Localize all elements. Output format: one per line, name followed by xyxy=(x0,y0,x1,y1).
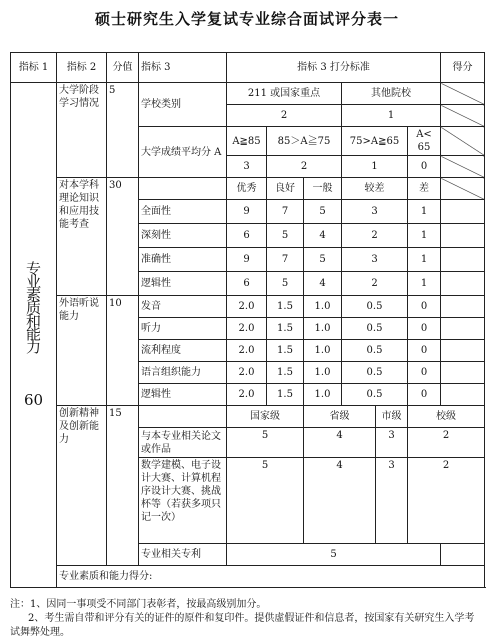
total-row xyxy=(11,566,485,588)
sec3-row-value: 0.5 xyxy=(342,296,408,318)
header-col1: 指标 1 xyxy=(11,53,57,83)
gpa-opt: A< 65 xyxy=(408,127,441,156)
sec2-level: 良好 xyxy=(267,178,304,200)
score-cell-disabled xyxy=(441,156,485,178)
sec1-label: 大学阶段学习情况 xyxy=(57,83,107,178)
blank-cell xyxy=(139,406,227,428)
sec4-level: 校级 xyxy=(408,406,485,428)
sec3-row-value: 0 xyxy=(408,384,441,406)
sec4-row-value: 5 xyxy=(227,428,304,458)
sec3-row-name: 语言组织能力 xyxy=(139,362,227,384)
score-cell xyxy=(441,224,485,248)
sec3-row-value: 1.0 xyxy=(304,296,342,318)
gpa-opt: 85＞A≧75 xyxy=(267,127,342,156)
sec2-row-value: 1 xyxy=(408,248,441,272)
sec4-row-value: 2 xyxy=(408,458,485,544)
sec2-row-value: 1 xyxy=(408,272,441,296)
sec4-row-name: 数学建模、电子设计大赛、计算机程序设计大赛、挑战杯等（若获多项只记一次） xyxy=(139,458,227,544)
sec3-row-name: 听力 xyxy=(139,318,227,340)
sec2-row-name: 逻辑性 xyxy=(139,272,227,296)
sec2-row-value: 9 xyxy=(227,248,267,272)
sec2-row-value: 1 xyxy=(408,200,441,224)
sec3-row-value: 0 xyxy=(408,296,441,318)
sec2-row-value: 1 xyxy=(408,224,441,248)
sec3-row-value: 1.5 xyxy=(267,296,304,318)
school-score: 2 xyxy=(227,105,342,127)
sec2-row-value: 9 xyxy=(227,200,267,224)
sec4-level: 省级 xyxy=(304,406,376,428)
header-col4: 指标 3 xyxy=(139,53,227,83)
sec2-level: 优秀 xyxy=(227,178,267,200)
gpa-score: 3 xyxy=(227,156,267,178)
sec3-row-value: 2.0 xyxy=(227,318,267,340)
sec2-row-value: 6 xyxy=(227,272,267,296)
score-cell-disabled xyxy=(441,127,485,156)
score-cell xyxy=(441,296,485,318)
gpa-score: 0 xyxy=(408,156,441,178)
header-col5: 指标 3 打分标准 xyxy=(227,53,441,83)
sec3-points: 10 xyxy=(107,296,139,406)
sec4-level: 国家级 xyxy=(227,406,304,428)
sec4-level: 市级 xyxy=(376,406,408,428)
category-char: 力 xyxy=(25,338,41,356)
sec2-level: 较差 xyxy=(342,178,408,200)
total-label: 专业素质和能力得分: xyxy=(57,566,485,588)
category-cell xyxy=(11,83,57,588)
school-score: 1 xyxy=(342,105,441,127)
sec4-row-value: 4 xyxy=(304,458,376,544)
school-opt: 其他院校 xyxy=(342,83,441,105)
header-col6: 得分 xyxy=(441,53,485,83)
sec3-row-name: 逻辑性 xyxy=(139,384,227,406)
sec2-points: 30 xyxy=(107,178,139,296)
sec3-row-value: 0.5 xyxy=(342,318,408,340)
gpa-score: 2 xyxy=(267,156,342,178)
sec4-row-value: 4 xyxy=(304,428,376,458)
sec2-row-value: 4 xyxy=(304,272,342,296)
sec3-row-value: 0.5 xyxy=(342,384,408,406)
sec4-row-value: 5 xyxy=(227,458,304,544)
sec3-row-value: 1.0 xyxy=(304,362,342,384)
patent-value: 5 xyxy=(227,544,441,566)
sec2-level: 一般 xyxy=(304,178,342,200)
sec3-row-value: 1.0 xyxy=(304,340,342,362)
category-char: 和 xyxy=(25,312,41,330)
sec2-row-value: 3 xyxy=(342,200,408,224)
sec3-row-value: 0.5 xyxy=(342,340,408,362)
sec2-row-value: 4 xyxy=(304,224,342,248)
sec2-row-name: 准确性 xyxy=(139,248,227,272)
sec3-row-value: 0 xyxy=(408,340,441,362)
sec3-row-value: 1.5 xyxy=(267,340,304,362)
score-table xyxy=(10,52,485,588)
sec2-row-value: 5 xyxy=(304,200,342,224)
category-char: 能 xyxy=(25,325,41,343)
sec1-points: 5 xyxy=(107,83,139,178)
sec3-row-value: 2.0 xyxy=(227,296,267,318)
sec2-row-value: 5 xyxy=(267,224,304,248)
sec2-row-value: 2 xyxy=(342,272,408,296)
gpa-label: 大学成绩平均分 A xyxy=(139,127,227,178)
category-char: 素 xyxy=(25,286,41,304)
sec3-row-name: 发音 xyxy=(139,296,227,318)
score-cell-disabled xyxy=(441,83,485,105)
notes xyxy=(10,598,484,640)
score-cell xyxy=(441,544,485,566)
category-char: 专 xyxy=(25,260,41,278)
header-row xyxy=(11,53,485,83)
sec3-row-value: 2.0 xyxy=(227,384,267,406)
header-col3: 分值 xyxy=(107,53,139,83)
sec3-row-value: 1.0 xyxy=(304,318,342,340)
gpa-score: 1 xyxy=(342,156,408,178)
blank-cell xyxy=(139,178,227,200)
score-cell xyxy=(441,200,485,224)
sec2-row-value: 3 xyxy=(342,248,408,272)
note-line: 注：1、因同一事项受不同部门表彰者，按最高级别加分。 xyxy=(10,599,267,610)
score-cell xyxy=(441,248,485,272)
score-cell-disabled xyxy=(441,178,485,200)
gpa-opt: 75>A≧65 xyxy=(342,127,408,156)
sec3-row xyxy=(11,296,485,318)
school-opt: 211 或国家重点 xyxy=(227,83,342,105)
header-col2: 指标 2 xyxy=(57,53,107,83)
sec3-label: 外语听说能力 xyxy=(57,296,107,406)
sec2-label: 对本学科理论知识和应用技能考查 xyxy=(57,178,107,296)
sec4-row-value: 3 xyxy=(376,458,408,544)
category-points: 60 xyxy=(23,391,44,409)
score-cell xyxy=(441,384,485,406)
sec2-row-value: 5 xyxy=(304,248,342,272)
score-cell xyxy=(441,272,485,296)
sec3-row-value: 0 xyxy=(408,362,441,384)
sec2-level: 差 xyxy=(408,178,441,200)
category-char: 质 xyxy=(25,299,41,317)
sec2-row-value: 7 xyxy=(267,200,304,224)
sec4-points: 15 xyxy=(107,406,139,566)
sec2-row-value: 6 xyxy=(227,224,267,248)
sec2-row-name: 全面性 xyxy=(139,200,227,224)
sec4-row-name: 与本专业相关论文或作品 xyxy=(139,428,227,458)
sec4-row-value: 2 xyxy=(408,428,485,458)
sec3-row-value: 1.5 xyxy=(267,384,304,406)
sec3-row-value: 0 xyxy=(408,318,441,340)
sec2-row-value: 7 xyxy=(267,248,304,272)
sec3-row-value: 1.5 xyxy=(267,362,304,384)
score-cell xyxy=(441,340,485,362)
sec3-row-name: 流利程度 xyxy=(139,340,227,362)
sec3-row-value: 1.5 xyxy=(267,318,304,340)
sec4-row-value: 3 xyxy=(376,428,408,458)
category-char: 业 xyxy=(25,273,41,291)
score-cell xyxy=(441,318,485,340)
sec3-row-value: 1.0 xyxy=(304,384,342,406)
page-title: 硕士研究生入学复试专业综合面试评分表一 xyxy=(94,10,399,28)
sec2-row-name: 深刻性 xyxy=(139,224,227,248)
patent-name: 专业相关专利 xyxy=(139,544,227,566)
note-line: 2、考生需自带和评分有关的证件的原件和复印件。提供虚假证件和信息者，按国家有关研究生入学考试舞弊处理。 xyxy=(10,613,475,638)
score-cell-disabled xyxy=(441,105,485,127)
sec2-row-value: 5 xyxy=(267,272,304,296)
school-label: 学校类别 xyxy=(139,83,227,127)
sec3-row-value: 2.0 xyxy=(227,362,267,384)
sec2-row-value: 2 xyxy=(342,224,408,248)
sec3-row-value: 2.0 xyxy=(227,340,267,362)
sec4-label: 创新精神及创新能力 xyxy=(57,406,107,566)
sec3-row-value: 0.5 xyxy=(342,362,408,384)
score-cell xyxy=(441,362,485,384)
gpa-opt: A≧85 xyxy=(227,127,267,156)
